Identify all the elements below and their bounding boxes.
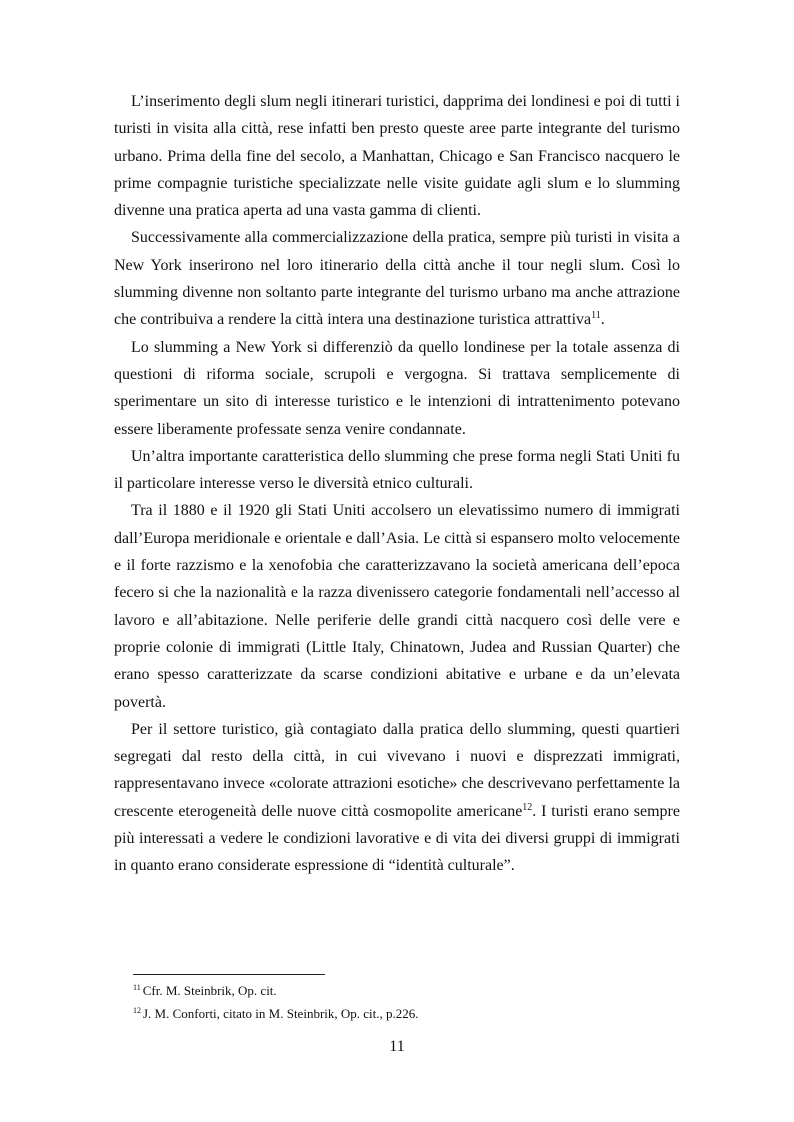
paragraph — [114, 497, 680, 715]
footnotes — [133, 982, 693, 1028]
footnote-separator — [133, 974, 325, 975]
paragraph — [114, 716, 680, 880]
footnote-number: 11 — [133, 983, 141, 992]
footnote — [133, 982, 693, 999]
footnote — [133, 1005, 693, 1022]
paragraph-text-after: . I turisti erano sempre più interessati a vedere le condizioni lavorative e di vita dei diversi gruppi di immigrati in quanto erano considerate espressione di “identità culturale”. — [114, 802, 680, 875]
paragraph-text: Per il settore turistico, già contagiato dalla pratica dello slumming, questi quartieri segregati dal resto della città, in cui vivevano i nuovi e disprezzati immigrati, rappresentavano invece «colorate attrazioni esotiche» che descrivevano perfettamente la crescente eterogeneità delle nuove città cosmopolite americane — [114, 720, 680, 820]
footnote-ref: 12 — [522, 801, 533, 813]
paragraph-text: L’inserimento degli slum negli itinerari turistici, dapprima dei londinesi e poi di tutti i turisti in visita alla città, rese infatti ben presto queste aree parte integrante del turismo urbano. Prima della fine del secolo, a Manhattan, Chicago e San Francisco nacquero le prime compagnie turistiche specializzate nelle visite guidate agli slum e lo slumming divenne una pratica aperta ad una vasta gamma di clienti. — [114, 93, 680, 220]
paragraph — [114, 334, 680, 443]
paragraph-text: Tra il 1880 e il 1920 gli Stati Uniti accolsero un elevatissimo numero di immigrati dall’Europa meridionale e orientale e dall’Asia. Le città si espansero molto velocemente e il forte razzismo e la xenofobia che caratterizzavano la società americana dell’epoca fecero si che la nazionalità e la razza divenissero categorie fondamentali nell’accesso al lavoro e all’abitazione. Nelle periferie delle grandi città nacquero così delle vere e proprie colonie di immigrati (Little Italy, Chinatown, Judea and Russian Quarter) che erano spesso caratterizzate da scarse condizioni abitative e urbane e da un’elevata povertà. — [114, 502, 680, 711]
paragraph — [114, 224, 680, 333]
paragraph-text: Lo slumming a New York si differenziò da quello londinese per la totale assenza di questioni di riforma sociale, scrupoli e vergogna. Si trattava semplicemente di sperimentare un sito di interesse turistico e le intenzioni di intrattenimento potevano essere liberamente professate senza venire condannate. — [114, 338, 680, 438]
footnote-number: 12 — [133, 1006, 141, 1015]
paragraph-text-after: . — [600, 311, 605, 329]
page-number: 11 — [389, 1038, 405, 1055]
body-text — [114, 88, 680, 880]
footnote-text: Cfr. M. Steinbrik, Op. cit. — [142, 983, 277, 998]
paragraph-text: Un’altra importante caratteristica dello slumming che prese forma negli Stati Uniti fu il particolare interesse verso le diversità etnico culturali. — [114, 447, 680, 493]
paragraph — [114, 443, 680, 498]
footnote-text: J. M. Conforti, citato in M. Steinbrik, Op. cit., p.226. — [143, 1006, 419, 1021]
paragraph — [114, 88, 680, 224]
paragraph-text: Successivamente alla commercializzazione della pratica, sempre più turisti in visita a New York inserirono nel loro itinerario della città anche il tour negli slum. Così lo slumming divenne non soltanto parte integrante del turismo urbano ma anche attrazione che contribuiva a rendere la città intera una destinazione turistica attrattiva — [114, 229, 680, 329]
footnote-ref: 11 — [591, 310, 601, 322]
